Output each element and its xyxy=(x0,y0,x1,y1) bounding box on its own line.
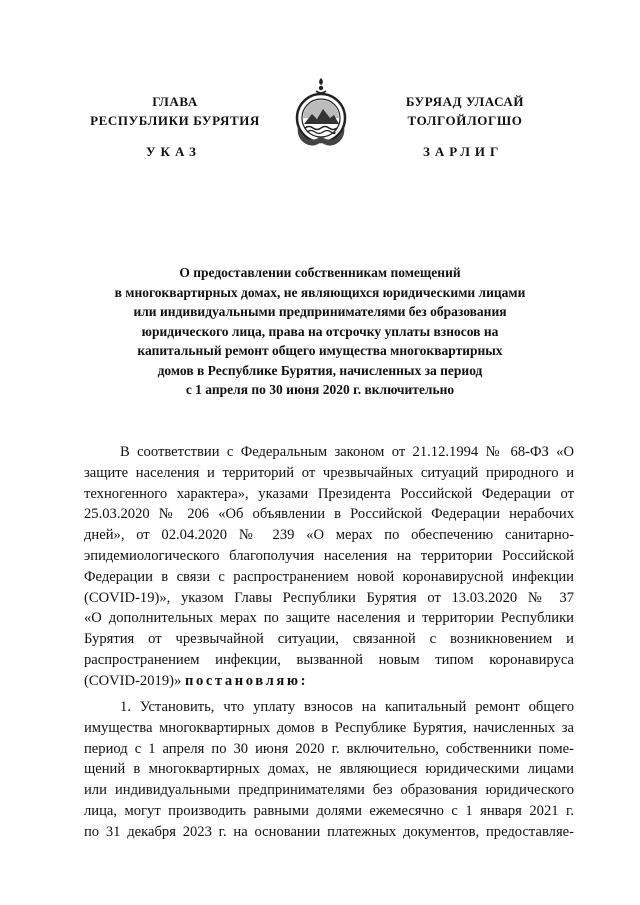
clause-line: период с 1 апреля по 30 июня 2020 г. включительно, собственники поме- xyxy=(84,740,574,757)
preamble-line: защите населения и территорий от чрезвычайных ситуаций природного и xyxy=(84,464,574,481)
clause-line: по 31 декабря 2023 г. на основании платежных документов, предоставляе- xyxy=(84,823,574,840)
title-line: с 1 апреля по 30 июня 2020 г. включительно xyxy=(185,382,455,397)
issuer-line-2-buryat: ТОЛГОЙЛОГШО xyxy=(407,113,523,128)
preamble-line: (COVID-19)», указом Главы Республики Бурятия от 13.03.2020 № 37 xyxy=(84,589,574,606)
document-title xyxy=(70,263,570,400)
clause-line: или индивидуальными предпринимателями без образования юридического xyxy=(84,782,574,799)
issuer-header-buryat xyxy=(370,92,560,130)
preamble-last-text: (COVID-2019)» xyxy=(84,672,182,689)
issuer-header-russian xyxy=(80,92,270,130)
preamble-paragraph xyxy=(84,442,574,692)
preamble-line: дней», от 02.04.2020 № 239 «О мерах по обеспечению санитарно- xyxy=(84,527,574,544)
preamble-line: «О дополнительных мерах по защите населения и территории Республики xyxy=(84,610,574,627)
title-line: О предоставлении собственникам помещений xyxy=(179,265,461,280)
issuer-line-1-buryat: БУРЯАД УЛАСАЙ xyxy=(405,94,525,109)
issuer-line-1: ГЛАВА xyxy=(152,94,198,109)
document-kind-russian: УКАЗ xyxy=(146,144,201,159)
preamble-line: эпидемиологического благополучия населения на территории Российской xyxy=(84,547,574,564)
clause-line: щений в многоквартирных домах, не являющиеся юридическими лицами xyxy=(84,761,574,778)
preamble-line: 25.03.2020 № 206 «Об объявлении в Российской Федерации нерабочих xyxy=(84,506,574,523)
preamble-line: В соответствии с Федеральным законом от 21.12.1994 № 68-ФЗ «О xyxy=(120,444,574,460)
preamble-final-line xyxy=(84,671,574,692)
preamble-line: Бурятия от чрезвычайной ситуации, связанной с возникновением и xyxy=(84,631,574,648)
clause-line: лица, могут производить равными долями ежемесячно с 1 января 2021 г. xyxy=(84,802,574,819)
clause-line: имущества многоквартирных домов в Республике Бурятия, начисленных за xyxy=(84,719,574,736)
title-line: капитальный ремонт общего имущества многоквартирных xyxy=(137,343,503,358)
coat-of-arms-icon xyxy=(292,76,350,150)
clause-1-paragraph xyxy=(84,697,574,843)
clause-line: 1. Установить, что уплату взносов на капитальный ремонт общего xyxy=(120,699,574,715)
preamble-line: распространением инфекции, вызванной новым типом коронавируса xyxy=(84,651,574,668)
preamble-line: Федерации в связи с распространением новой коронавирусной инфекции xyxy=(84,568,574,585)
preamble-line: техногенного характера», указами Президента Российской Федерации от xyxy=(84,485,574,502)
title-line: в многоквартирных домах, не являющихся юридическими лицами xyxy=(114,284,526,300)
title-line: юридического лица, права на отсрочку уплаты взносов на xyxy=(141,323,499,339)
title-line: или индивидуальными предпринимателями без образования xyxy=(133,304,507,319)
title-line: домов в Республике Бурятия, начисленных за период xyxy=(157,362,483,378)
issuer-line-2: РЕСПУБЛИКИ БУРЯТИЯ xyxy=(90,113,260,128)
document-kind-buryat: ЗАРЛИГ xyxy=(423,144,504,159)
resolve-word: постановляю: xyxy=(184,672,309,689)
